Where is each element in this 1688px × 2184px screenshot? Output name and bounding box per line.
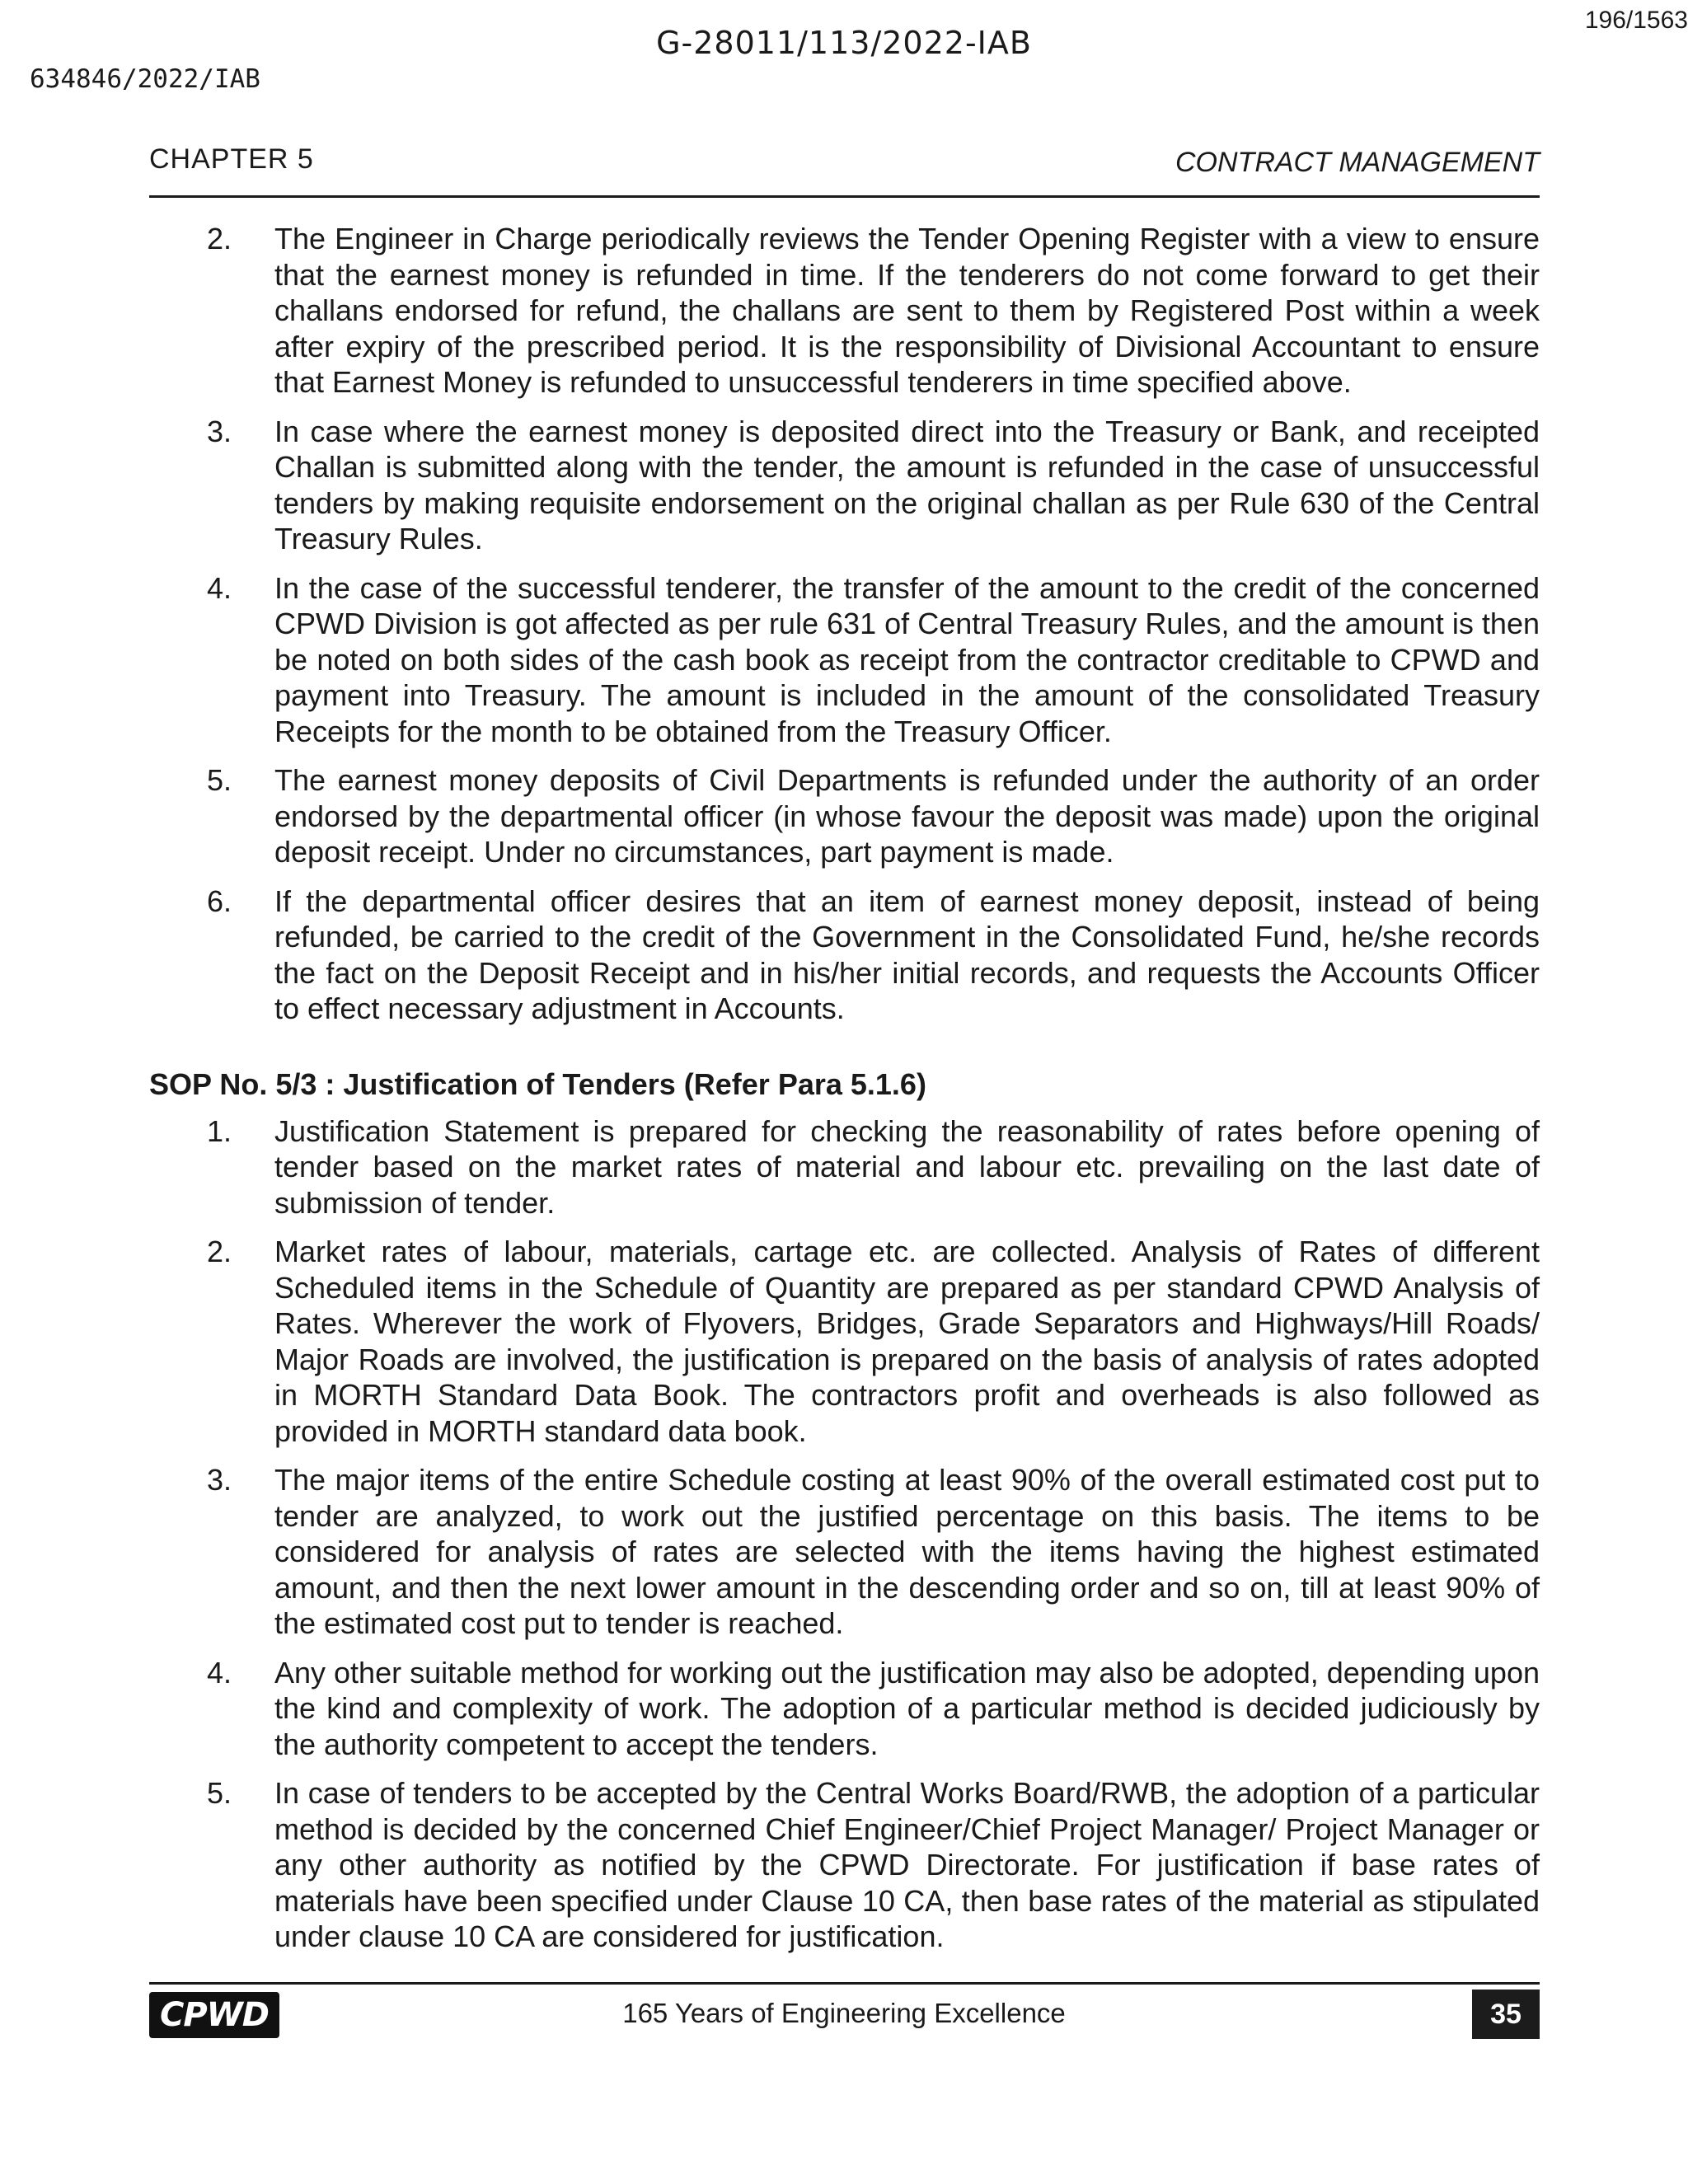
item-text: The major items of the entire Schedule costing at least 90% of the overall estimated cost put to tender are analyzed, to work out the justified percentage on this basis. The items to be considered for analysis of rates are selected with the items having the highest estimated amount, and then the next lower amount in the descending order and so on, till at least 90% of the estimated cost put to tender is reached. <box>274 1463 1540 1640</box>
chapter-title: CONTRACT MANAGEMENT <box>1175 147 1540 178</box>
item-text: In the case of the successful tenderer, the transfer of the amount to the credit of the concerned CPWD Division is got affected as per rule 631 of Central Treasury Rules, and the amount is then be noted on both sides of the cash book as receipt from the contractor creditable to CPWD and payment into Treasury. The amount is included in the amount of the consolidated Treasury Receipts for the month to be obtained from the Treasury Officer. <box>274 570 1540 748</box>
item-text: The earnest money deposits of Civil Departments is refunded under the authority of an order endorsed by the departmental officer (in whose favour the deposit was made) upon the original deposit receipt. Under no circumstances, part payment is made. <box>274 763 1540 869</box>
item-number: 4. <box>206 570 232 605</box>
item-number: 5. <box>206 1776 232 1810</box>
logo-text: CPWD <box>160 1996 269 2034</box>
list-item <box>149 1462 1540 1642</box>
item-text: Any other suitable method for working out the justification may also be adopted, depending upon the kind and complexity of work. The adoption of a particular method is decided judiciously by the authority competent to accept the tenders. <box>274 1655 1540 1761</box>
item-text: Justification Statement is prepared for checking the reasonability of rates before opening of tender based on the market rates of material and labour etc. prevailing on the last date of submission of tender. <box>274 1113 1540 1220</box>
footer-tagline: 165 Years of Engineering Excellence <box>622 1998 1066 2028</box>
item-text: If the departmental officer desires that an item of earnest money deposit, instead of being refunded, be carried to the credit of the Government in the Consolidated Fund, he/she records the fact on the Deposit Receipt and in his/her initial records, and requests the Accounts Officer to effect necessary adjustment in Accounts. <box>274 883 1540 1025</box>
list-item <box>149 1113 1540 1221</box>
document-stamp-number: G-28011/113/2022-IAB <box>656 25 1032 61</box>
item-text: The Engineer in Charge periodically reviews the Tender Opening Register with a view to ensure that the earnest money is refunded in time. If the tenderers do not come forward to get their challans endorsed for refund, the challans are sent to them by Registered Post within a week after expiry of the prescribed period. It is the responsibility of Divisional Accountant to ensure that Earnest Money is refunded to unsuccessful tenderers in time specified above. <box>274 222 1540 399</box>
item-number: 5. <box>206 763 232 797</box>
chapter-label: CHAPTER 5 <box>149 143 314 175</box>
header-divider <box>149 195 1540 198</box>
list-item <box>149 414 1540 557</box>
refund-procedure-list <box>149 221 1540 1027</box>
item-text: Market rates of labour, materials, cartage etc. are collected. Analysis of Rates of different Scheduled items in the Schedule of Quantity are prepared as per standard CPWD Analysis of Rates. Wherever the work of Flyovers, Bridges, Grade Separators and Highways/Hill Roads/ Major Roads are involved, the justification is prepared on the basis of analysis of rates adopted in MORTH Standard Data Book. The contractors profit and overheads is also followed as provided in MORTH standard data book. <box>274 1235 1540 1448</box>
sop-heading: SOP No. 5/3 : Justification of Tenders (Refer Para 5.1.6) <box>149 1066 926 1101</box>
sop-justification-list <box>149 1113 1540 1955</box>
item-number: 3. <box>206 1463 232 1497</box>
page-counter: 196/1563 <box>1584 7 1688 34</box>
list-item <box>149 570 1540 750</box>
file-number: 634846/2022/IAB <box>30 64 260 94</box>
page-content <box>149 221 1540 1968</box>
item-number: 2. <box>206 222 232 255</box>
item-text: In case where the earnest money is deposited direct into the Treasury or Bank, and receipted Challan is submitted along with the tender, the amount is refunded in the case of unsuccessful tenders by making requisite endorsement on the original challan as per Rule 630 of the Central Treasury Rules. <box>274 414 1540 555</box>
list-item <box>149 221 1540 401</box>
list-item <box>149 1775 1540 1955</box>
item-number: 6. <box>206 883 232 918</box>
list-item <box>149 762 1540 870</box>
page-number: 35 <box>1472 1990 1540 2039</box>
item-number: 4. <box>206 1655 232 1690</box>
item-number: 3. <box>206 414 232 448</box>
item-number: 2. <box>206 1235 232 1268</box>
footer-divider <box>149 1982 1540 1985</box>
list-item <box>149 1655 1540 1763</box>
list-item <box>149 883 1540 1027</box>
list-item <box>149 1234 1540 1449</box>
item-text: In case of tenders to be accepted by the Central Works Board/RWB, the adoption of a particular method is decided by the concerned Chief Engineer/Chief Project Manager/ Project Manager or any other authority as notified by the CPWD Directorate. For justification if base rates of materials have been specified under Clause 10 CA, then base rates of the material as stipulated under clause 10 CA are considered for justification. <box>274 1776 1540 1953</box>
item-number: 1. <box>206 1113 232 1148</box>
